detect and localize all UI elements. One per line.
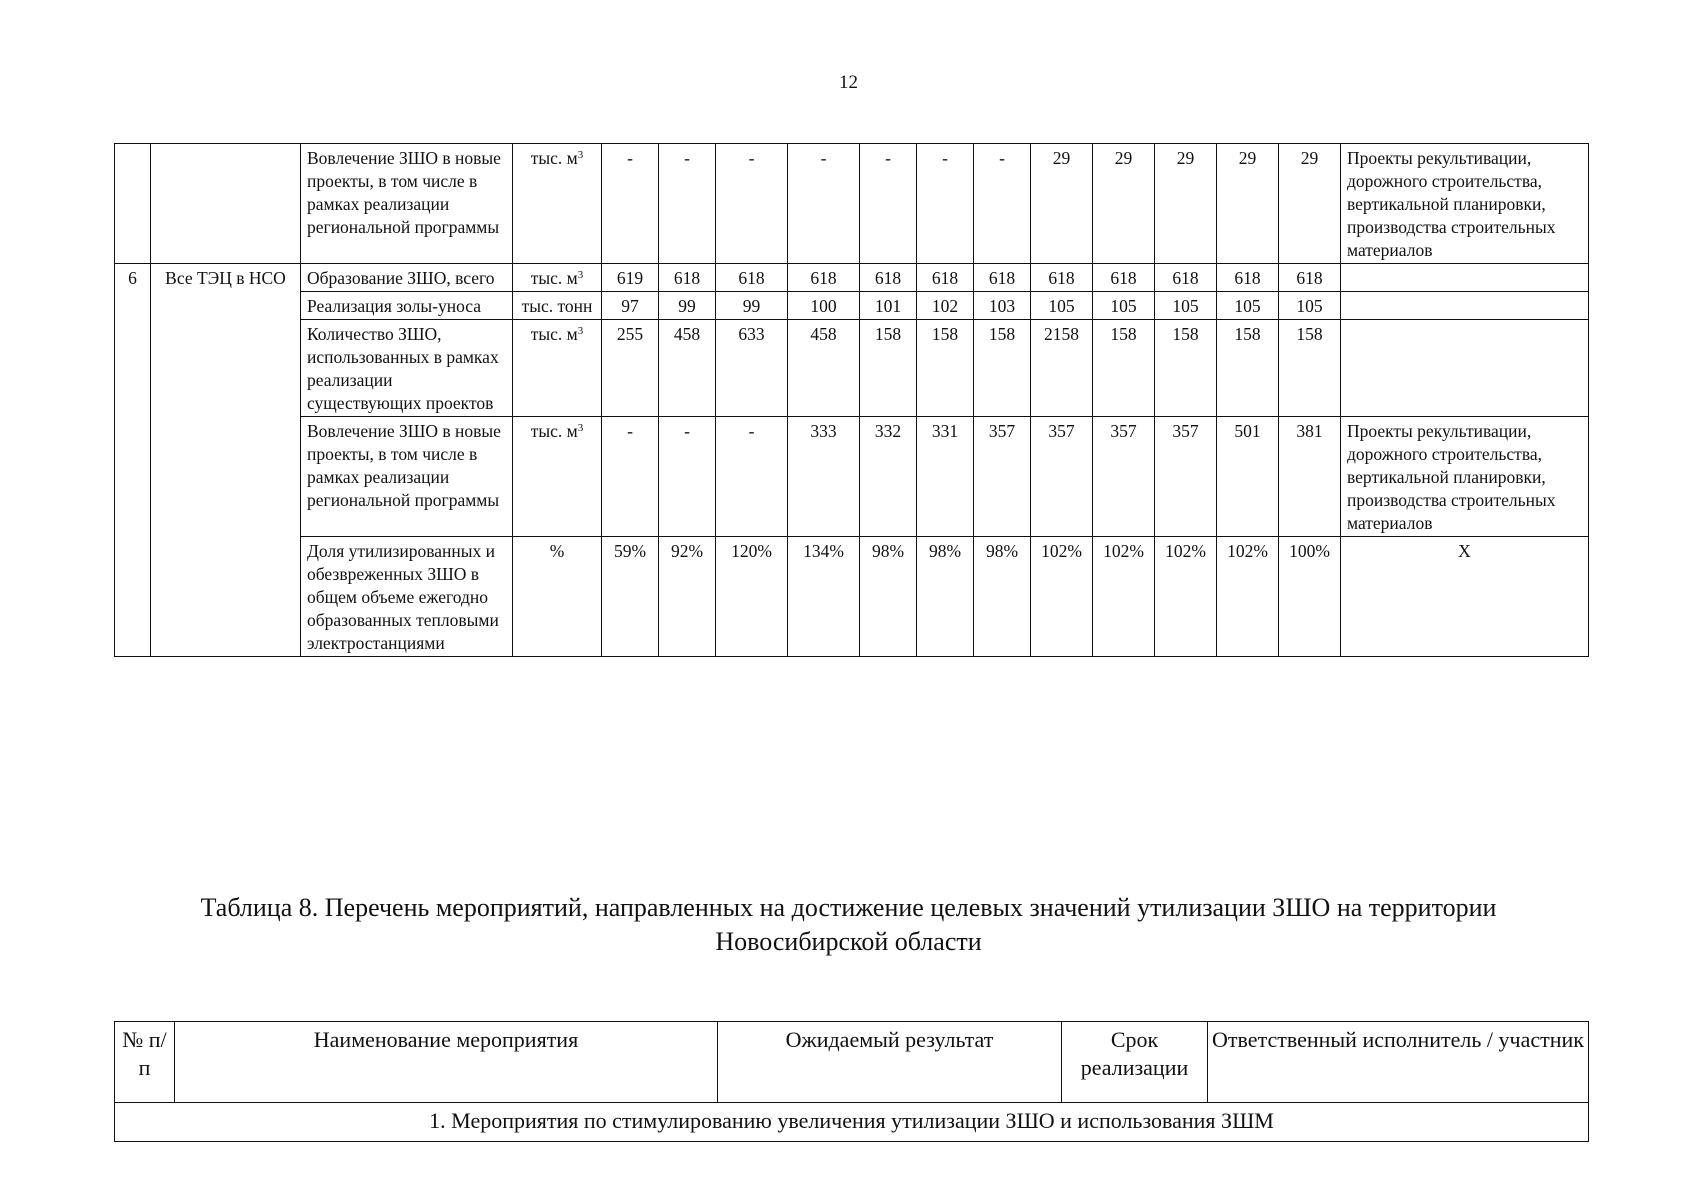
header-term: Срок реализации [1062, 1022, 1208, 1103]
value-cell: 158 [860, 320, 917, 417]
value-cell: 633 [716, 320, 788, 417]
value-cell: 255 [602, 320, 659, 417]
value-cell: 100 [788, 292, 860, 320]
value-cell: 102 [917, 292, 974, 320]
value-cell: 357 [1093, 417, 1155, 537]
note-cell: X [1341, 537, 1589, 657]
indicator-cell: Реализация золы-уноса [301, 292, 513, 320]
value-cell: 618 [1279, 264, 1341, 292]
value-cell: 381 [1279, 417, 1341, 537]
value-cell: 105 [1217, 292, 1279, 320]
value-cell: 158 [1093, 320, 1155, 417]
value-cell: 105 [1093, 292, 1155, 320]
value-cell: - [602, 417, 659, 537]
section-title: 1. Мероприятия по стимулированию увеличения утилизации ЗШО и использования ЗШМ [115, 1103, 1589, 1142]
header-responsible: Ответственный исполнитель / участник [1208, 1022, 1589, 1103]
value-cell: 99 [659, 292, 716, 320]
value-cell: 29 [1279, 144, 1341, 264]
value-cell: 357 [1155, 417, 1217, 537]
note-cell: Проекты рекультивации, дорожного строительства, вертикальной планировки, производства строительных материалов [1341, 417, 1589, 537]
value-cell: 99 [716, 292, 788, 320]
value-cell: 98% [974, 537, 1031, 657]
unit-cell: тыс. $м^3$ [513, 320, 602, 417]
value-cell: 618 [716, 264, 788, 292]
value-cell: 158 [1155, 320, 1217, 417]
value-cell: 158 [917, 320, 974, 417]
value-cell: 618 [860, 264, 917, 292]
value-cell: 357 [1031, 417, 1093, 537]
value-cell: 501 [1217, 417, 1279, 537]
note-cell [1341, 264, 1589, 292]
value-cell: - [788, 144, 860, 264]
value-cell: - [716, 144, 788, 264]
unit-cell: тыс. тонн [513, 292, 602, 320]
indicator-cell: Количество ЗШО, использованных в рамках реализации существующих проектов [301, 320, 513, 417]
measures-table [114, 1021, 1589, 1142]
row-number: 6 [115, 264, 151, 657]
value-cell: 29 [1217, 144, 1279, 264]
value-cell: 59% [602, 537, 659, 657]
value-cell: 98% [860, 537, 917, 657]
table-row [115, 292, 1589, 320]
value-cell: 158 [974, 320, 1031, 417]
value-cell: 618 [1031, 264, 1093, 292]
table-header-row [115, 1022, 1589, 1103]
note-cell [1341, 320, 1589, 417]
value-cell: 618 [1217, 264, 1279, 292]
indicators-table [114, 143, 1589, 657]
value-cell: 333 [788, 417, 860, 537]
table-caption [0, 891, 1697, 959]
value-cell: 618 [917, 264, 974, 292]
value-cell: - [716, 417, 788, 537]
value-cell: 158 [1217, 320, 1279, 417]
note-cell: Проекты рекультивации, дорожного строительства, вертикальной планировки, производства строительных материалов [1341, 144, 1589, 264]
value-cell: - [860, 144, 917, 264]
table-row [115, 144, 1589, 264]
value-cell: 618 [659, 264, 716, 292]
value-cell: 103 [974, 292, 1031, 320]
value-cell: 357 [974, 417, 1031, 537]
table-row [115, 264, 1589, 292]
value-cell: 105 [1155, 292, 1217, 320]
unit-cell: тыс. $м^3$ [513, 144, 602, 264]
value-cell: - [602, 144, 659, 264]
value-cell: 618 [974, 264, 1031, 292]
unit-cell: % [513, 537, 602, 657]
value-cell: 134% [788, 537, 860, 657]
header-name: Наименование мероприятия [175, 1022, 718, 1103]
unit-cell: тыс. $м^3$ [513, 264, 602, 292]
value-cell: 29 [1031, 144, 1093, 264]
table-row [115, 537, 1589, 657]
value-cell: 618 [1155, 264, 1217, 292]
object-cell [151, 144, 301, 264]
value-cell: - [659, 144, 716, 264]
header-num: № п/п [115, 1022, 175, 1103]
value-cell: 92% [659, 537, 716, 657]
value-cell: - [659, 417, 716, 537]
indicator-cell: Образование ЗШО, всего [301, 264, 513, 292]
value-cell: 331 [917, 417, 974, 537]
value-cell: 2158 [1031, 320, 1093, 417]
section-row [115, 1103, 1589, 1142]
value-cell: 158 [1279, 320, 1341, 417]
header-result: Ожидаемый результат [718, 1022, 1062, 1103]
table-row [115, 417, 1589, 537]
value-cell: 100% [1279, 537, 1341, 657]
value-cell: 120% [716, 537, 788, 657]
value-cell: 29 [1155, 144, 1217, 264]
value-cell: 105 [1031, 292, 1093, 320]
value-cell: 101 [860, 292, 917, 320]
value-cell: 619 [602, 264, 659, 292]
value-cell: 618 [788, 264, 860, 292]
value-cell: 618 [1093, 264, 1155, 292]
value-cell: 98% [917, 537, 974, 657]
value-cell: 332 [860, 417, 917, 537]
value-cell: 458 [659, 320, 716, 417]
unit-cell: тыс. $м^3$ [513, 417, 602, 537]
value-cell: 458 [788, 320, 860, 417]
caption-line: Таблица 8. Перечень мероприятий, направленных на достижение целевых значений утилизации ЗШО на территории [200, 893, 1497, 922]
value-cell: 29 [1093, 144, 1155, 264]
table-row [115, 320, 1589, 417]
indicator-cell: Доля утилизированных и обезвреженных ЗШО в общем объеме ежегодно образованных тепловыми электростанциями [301, 537, 513, 657]
value-cell: - [974, 144, 1031, 264]
page-number: 12 [839, 72, 858, 93]
value-cell: 102% [1093, 537, 1155, 657]
value-cell: 102% [1155, 537, 1217, 657]
row-number [115, 144, 151, 264]
value-cell: 105 [1279, 292, 1341, 320]
object-cell: Все ТЭЦ в НСО [151, 264, 301, 657]
indicator-cell: Вовлечение ЗШО в новые проекты, в том числе в рамках реализации региональной программы [301, 144, 513, 264]
value-cell: 102% [1031, 537, 1093, 657]
value-cell: 97 [602, 292, 659, 320]
note-cell [1341, 292, 1589, 320]
caption-line: Новосибирской области [715, 927, 982, 956]
value-cell: 102% [1217, 537, 1279, 657]
indicator-cell: Вовлечение ЗШО в новые проекты, в том числе в рамках реализации региональной программы [301, 417, 513, 537]
value-cell: - [917, 144, 974, 264]
